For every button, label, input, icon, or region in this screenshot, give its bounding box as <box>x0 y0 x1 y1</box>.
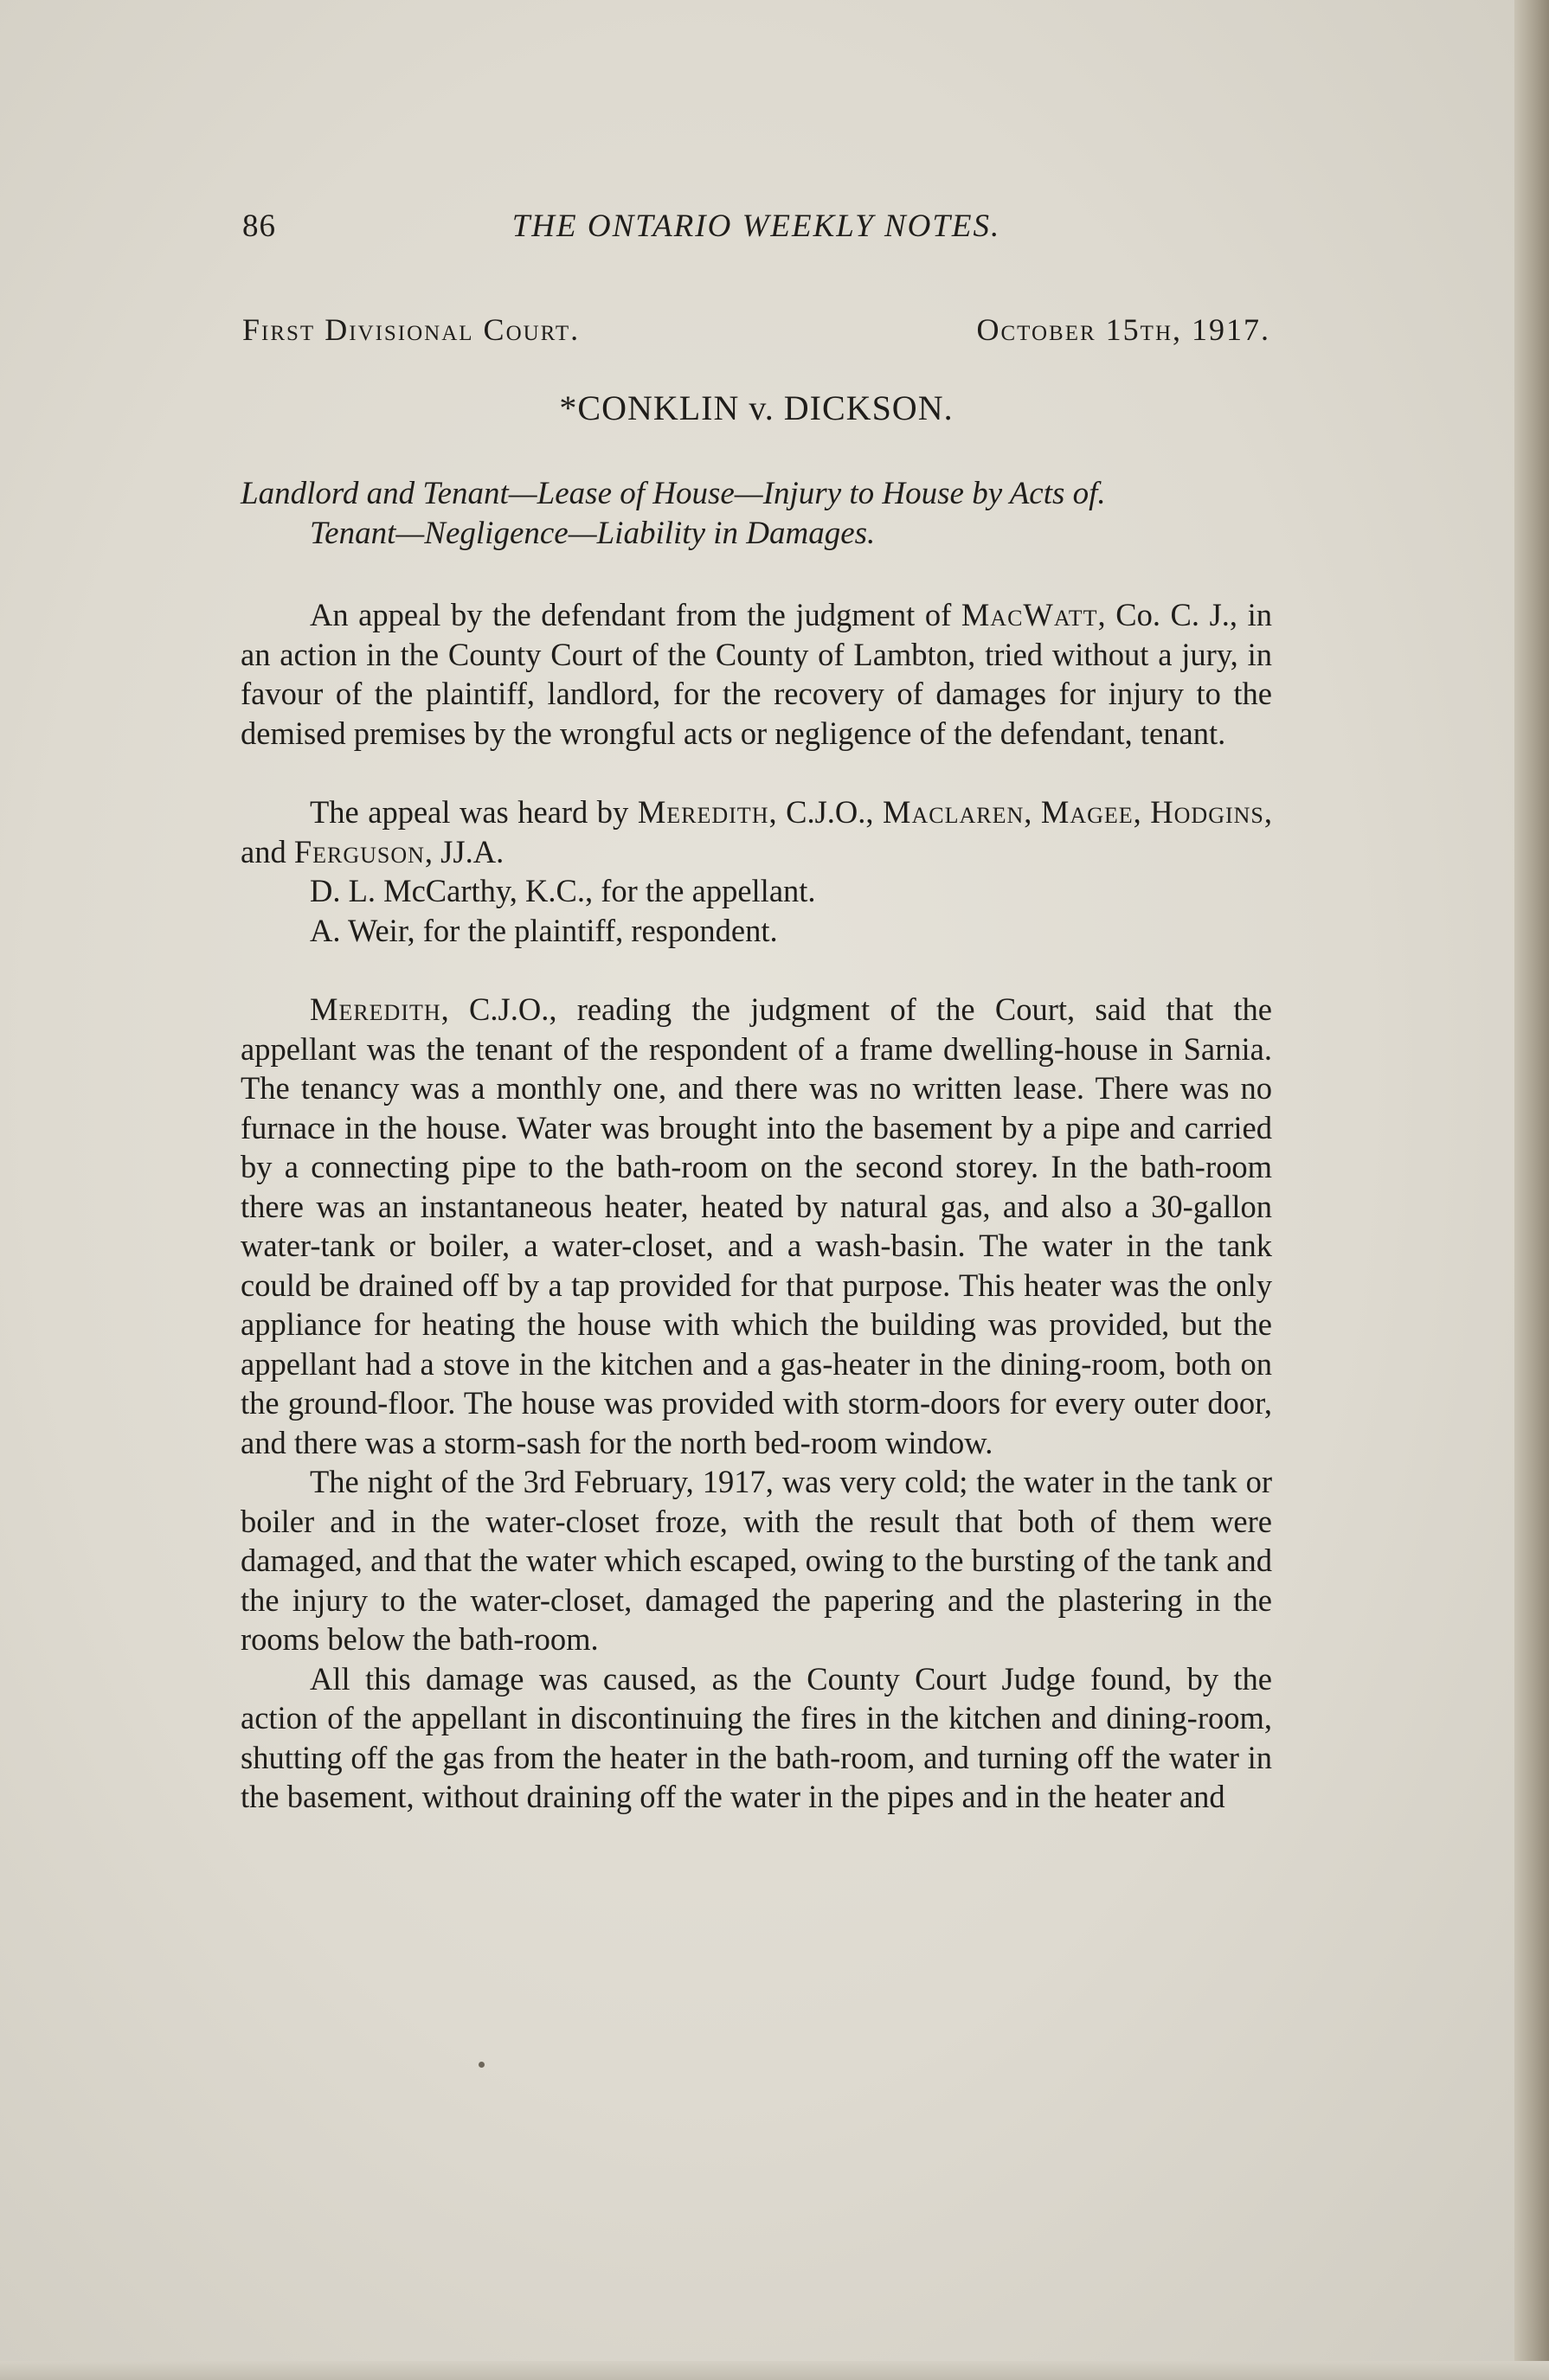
appeal-judge-name: MacWatt <box>961 597 1098 632</box>
hearing-judge-1: Meredith <box>637 794 769 830</box>
case-title: *CONKLIN v. DICKSON. <box>559 388 954 427</box>
headnote-line-2: Tenant—Negligence—Liability in Damages. <box>310 516 876 551</box>
hearing-sep-1: , <box>1024 794 1041 830</box>
page-bottom-edge <box>0 2361 1549 2380</box>
appeal-paragraph <box>241 595 1272 753</box>
hearing-judge-3: Magee <box>1040 794 1134 830</box>
court-line <box>241 311 1272 363</box>
page-content <box>241 199 1272 1817</box>
page-edge <box>1514 0 1549 2380</box>
page-number: 86 <box>242 208 276 244</box>
counsel-appellant: D. L. McCarthy, K.C., for the appellant. <box>310 873 816 908</box>
hearing-sep-0: , C.J.O., <box>768 794 884 830</box>
hearing-paragraph <box>241 792 1272 871</box>
appeal-text-start: An appeal by the defendant from the judgment of <box>310 597 961 632</box>
hearing-judge-4: Hodgins <box>1150 794 1264 830</box>
running-header <box>241 199 1272 260</box>
headnote <box>241 474 1272 554</box>
hearing-intro: The appeal was heard by <box>310 794 638 830</box>
court-name: First Divisional Court. <box>242 312 581 347</box>
judgment-paragraph-2: The night of the 3rd February, 1917, was very cold; the water in the tank or boiler and in the water-closet froze, with the result that both of them were damaged, and that the water which escaped, owing to the bursting of the tank and the injury to the water-closet, damaged the papering and the plastering in the rooms below the bath-room. <box>241 1464 1272 1657</box>
running-title: THE ONTARIO WEEKLY NOTES. <box>511 208 1001 244</box>
headnote-line-1: Landlord and Tenant—Lease of House—Injury to House by Acts of. <box>241 476 1106 511</box>
judgment-paragraph-1 <box>241 990 1272 1462</box>
judgment-paragraph-3: All this damage was caused, as the County Court Judge found, by the action of the appellant in discontinuing the fires in the kitchen and dining-room, shutting off the gas from the heater in the bath-room, and turning off the water in the basement, without draining off the water in the pipes and in the heater and <box>241 1660 1272 1814</box>
hearing-judge-2: Maclaren <box>883 794 1025 830</box>
appeal-text-rest: , Co. C. J., in an action in the County Court of the County of Lambton, tried without a jury, in favour of the plaintiff, landlord, for the recovery of damages for injury to the demised premises by the wrongful acts or negligence of the defendant, tenant. <box>241 597 1272 751</box>
judgment-judge-name: Meredith <box>310 991 441 1027</box>
ink-speck <box>479 2062 485 2068</box>
counsel-respondent: A. Weir, for the plaintiff, respondent. <box>310 912 778 948</box>
decision-date: October 15th, 1917. <box>976 312 1270 347</box>
hearing-end: , JJ.A. <box>424 833 505 869</box>
judgment-paragraph-1-text: , C.J.O., reading the judgment of the Court, said that the appellant was the tenant of the respondent of a frame dwelling-house in Sarnia. The tenancy was a monthly one, and there was no written lease. There was no furnace in the house. Water was brought into the basement by a pipe and carried by a connecting pipe to the bath-room on the second storey. In the bath-room there was an instantaneous heater, heated by natural gas, and also a 30-gallon water-tank or boiler, a water-closet, and a wash-basin. The water in the tank could be drained off by a tap provided for that purpose. This heater was the only appliance for heating the house with which the building was provided, but the appellant had a stove in the kitchen and a gas-heater in the dining-room, both on the ground-floor. The house was provided with storm-doors for every outer door, and there was a storm-sash for the north bed-room window. <box>241 991 1272 1460</box>
hearing-sep-3: , and <box>241 794 1272 869</box>
hearing-sep-2: , <box>1133 794 1151 830</box>
hearing-judge-5: Ferguson <box>293 833 425 869</box>
